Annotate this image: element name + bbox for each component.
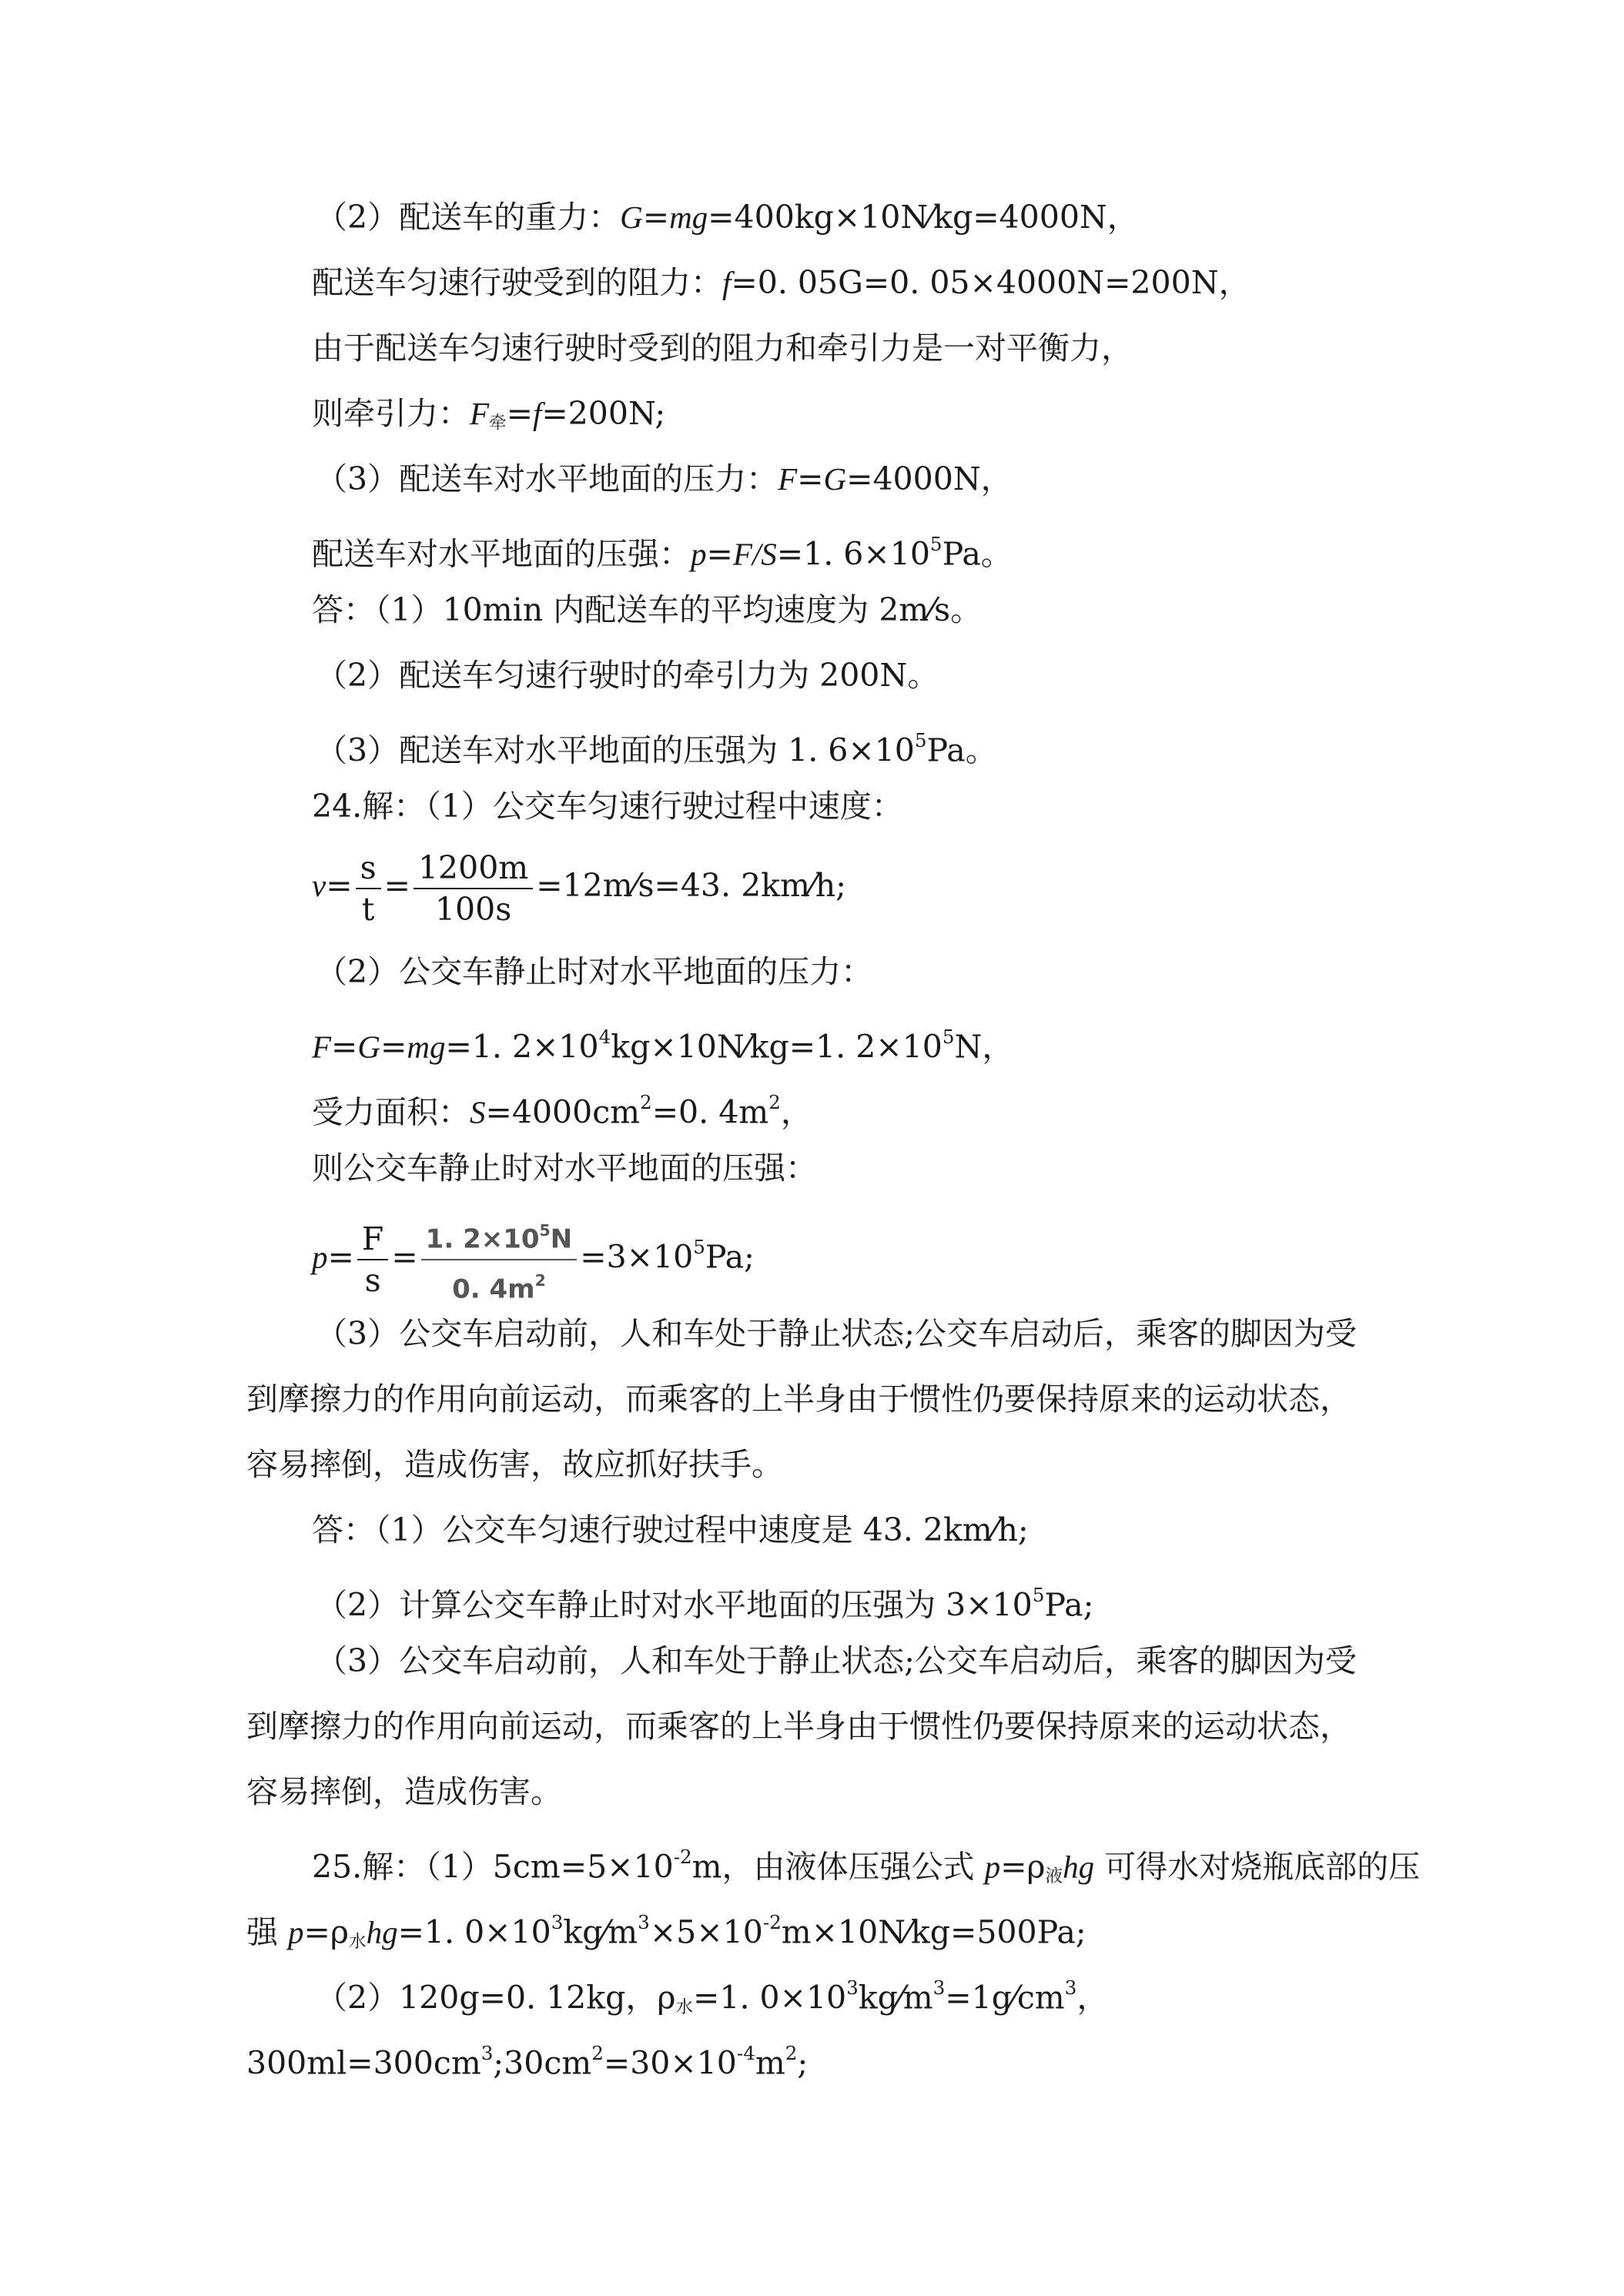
superscript: 5 xyxy=(929,533,943,555)
text: 则牵引力： xyxy=(312,395,470,432)
var-S: S xyxy=(470,1094,486,1130)
denominator xyxy=(421,1260,578,1309)
text: =4000cm xyxy=(485,1093,641,1131)
superscript: 3 xyxy=(1064,1976,1077,1999)
denominator: s xyxy=(364,1261,381,1299)
denominator: t xyxy=(361,890,375,928)
superscript: 2 xyxy=(591,2042,604,2064)
superscript: 5 xyxy=(1032,1584,1045,1606)
superscript: 2 xyxy=(785,2042,798,2064)
superscript: 2 xyxy=(640,1091,652,1113)
var-F: F xyxy=(312,1029,332,1065)
var-p: p xyxy=(312,1239,328,1275)
text: ;30cm xyxy=(493,2044,592,2082)
text: Pa; xyxy=(705,1238,755,1276)
text: =200N; xyxy=(541,395,666,432)
var-f: f xyxy=(532,396,542,431)
text: （2）计算公交车静止时对水平地面的压强为 3×10 xyxy=(316,1586,1033,1624)
text: = xyxy=(797,460,824,497)
text: （3）配送车对水平地面的压力： xyxy=(316,460,779,497)
text: =30×10 xyxy=(603,2044,737,2082)
text: kg×10N⁄kg=1. 2×10 xyxy=(611,1028,943,1066)
text-line-3: 由于配送车匀速行驶时受到的阻力和牵引力是一对平衡力， xyxy=(312,330,1133,366)
text: = xyxy=(380,1028,407,1066)
text: =ρ xyxy=(303,1913,350,1951)
text: 1. 2×10 xyxy=(425,1223,540,1254)
text: =1g⁄cm xyxy=(945,1979,1065,2017)
text: 25.解：（1）5cm=5×10 xyxy=(312,1848,674,1886)
text-line-9 xyxy=(316,720,997,771)
numerator xyxy=(421,1210,578,1260)
text: =1. 0×10 xyxy=(397,1913,551,1951)
text: 受力面积： xyxy=(312,1093,470,1131)
text-line-14 xyxy=(312,1082,812,1133)
denominator: 100s xyxy=(434,890,512,928)
text: ， xyxy=(1077,1979,1109,2017)
formula-velocity xyxy=(312,839,846,932)
text: 300ml=300cm xyxy=(246,2044,481,2082)
var-f: f xyxy=(722,265,732,300)
text-line-1 xyxy=(316,196,1139,238)
text: = xyxy=(383,867,410,904)
text-line-17: （3）公交车启动前，人和车处于静止状态;公交车启动后，乘客的脚因为受 xyxy=(316,1315,1357,1352)
text-line-21 xyxy=(316,1575,1093,1625)
numerator: F xyxy=(357,1219,388,1260)
var-hg: hg xyxy=(1063,1849,1095,1885)
var-F: F xyxy=(778,461,798,497)
text: = xyxy=(326,867,353,904)
formula-pressure xyxy=(312,1201,755,1309)
subscript: 水 xyxy=(349,1932,367,1953)
text: ; xyxy=(797,2044,809,2082)
text: kg⁄m xyxy=(563,1913,638,1951)
text-line-19: 容易摔倒，造成伤害，故应抓好扶手。 xyxy=(246,1446,783,1483)
text: = xyxy=(706,535,733,573)
text: =400kg×10N⁄kg=4000N， xyxy=(708,199,1139,236)
text: （3）配送车对水平地面的压强为 1. 6×10 xyxy=(316,731,915,769)
var-v: v xyxy=(312,868,326,903)
text: =4000N， xyxy=(846,460,1013,497)
text: =3×10 xyxy=(580,1238,694,1276)
text-line-23: 到摩擦力的作用向前运动，而乘客的上半身由于惯性仍要保持原来的运动状态， xyxy=(246,1708,1351,1745)
text: ， xyxy=(780,1093,812,1131)
text: = xyxy=(642,199,670,236)
fraction-force-over-area xyxy=(421,1210,578,1310)
text: m×10N⁄kg=500Pa; xyxy=(781,1913,1087,1951)
text: =ρ xyxy=(1000,1848,1046,1886)
superscript: 3 xyxy=(846,1976,859,1999)
superscript: -2 xyxy=(762,1911,782,1933)
subscript: 水 xyxy=(675,1997,694,2018)
numerator: 1200m xyxy=(414,848,533,889)
var-hg: hg xyxy=(366,1914,398,1950)
text: 配送车匀速行驶受到的阻力： xyxy=(312,264,722,301)
superscript: 3 xyxy=(481,2042,494,2064)
superscript: 5 xyxy=(539,1220,551,1240)
text: （2）120g=0. 12kg，ρ xyxy=(316,1979,676,2017)
var-G: G xyxy=(823,461,847,497)
text: = xyxy=(331,1028,358,1066)
text: m，由液体压强公式 xyxy=(691,1848,985,1886)
superscript: 5 xyxy=(693,1236,705,1258)
text: N xyxy=(550,1223,573,1254)
var-F-over-S: F/S xyxy=(732,536,777,572)
text-line-24: 容易摔倒，造成伤害。 xyxy=(246,1773,562,1810)
fraction-F-over-s xyxy=(357,1219,388,1300)
text-line-12: （2）公交车静止时对水平地面的压力： xyxy=(316,953,873,990)
text-line-6 xyxy=(312,524,1013,574)
text-line-25 xyxy=(312,1836,1420,1897)
text-line-26 xyxy=(246,1902,1087,1963)
superscript: -4 xyxy=(736,2042,755,2064)
text: = xyxy=(391,1238,418,1276)
var-mg: mg xyxy=(669,199,708,235)
text: = xyxy=(506,395,533,432)
var-F: F xyxy=(470,396,490,431)
text: =1. 0×10 xyxy=(693,1979,847,2017)
var-G: G xyxy=(357,1029,381,1065)
text: 强 xyxy=(246,1913,289,1951)
text: kg⁄m xyxy=(858,1979,933,2017)
superscript: 5 xyxy=(942,1026,955,1048)
var-p: p xyxy=(288,1914,304,1950)
text: =1. 2×10 xyxy=(445,1028,599,1066)
text: =0. 4m xyxy=(651,1093,769,1131)
subscript: 液 xyxy=(1045,1866,1063,1887)
superscript: 3 xyxy=(638,1911,650,1933)
superscript: 3 xyxy=(551,1911,564,1933)
text: =1. 6×10 xyxy=(776,535,930,573)
text-line-20: 答：（1）公交车匀速行驶过程中速度是 43. 2km⁄h; xyxy=(312,1511,1029,1548)
text-line-13 xyxy=(312,1016,1013,1067)
text: Pa。 xyxy=(942,535,1013,573)
superscript: 4 xyxy=(598,1026,611,1048)
superscript: 3 xyxy=(933,1976,946,1999)
subscript: 牵 xyxy=(489,413,507,433)
text-line-8: （2）配送车匀速行驶时的牵引力为 200N。 xyxy=(316,657,939,694)
superscript: -2 xyxy=(673,1846,692,1868)
text-line-27 xyxy=(316,1967,1108,2028)
var-p: p xyxy=(984,1849,1001,1885)
text: （2）配送车的重力： xyxy=(316,199,621,236)
text: 配送车对水平地面的压强： xyxy=(312,535,691,573)
text: m xyxy=(755,2044,785,2082)
text-line-22: （3）公交车启动前，人和车处于静止状态;公交车启动后，乘客的脚因为受 xyxy=(316,1642,1357,1679)
text-line-18: 到摩擦力的作用向前运动，而乘客的上半身由于惯性仍要保持原来的运动状态， xyxy=(246,1381,1351,1417)
text: Pa。 xyxy=(926,731,997,769)
text: =12m⁄s=43. 2km⁄h; xyxy=(536,867,846,904)
superscript: 5 xyxy=(914,729,927,751)
text-line-28 xyxy=(246,2033,808,2083)
text: ×5×10 xyxy=(649,1913,763,1951)
text-line-15: 则公交车静止时对水平地面的压强： xyxy=(312,1150,817,1186)
text: 可得水对烧瓶底部的压 xyxy=(1094,1848,1421,1886)
numerator: s xyxy=(356,848,381,889)
text-line-2 xyxy=(312,262,1251,303)
fraction-s-over-t xyxy=(356,848,381,929)
text: = xyxy=(327,1238,354,1276)
var-p: p xyxy=(691,536,707,572)
text: =0. 05G=0. 05×4000N=200N， xyxy=(731,264,1251,301)
superscript: 2 xyxy=(768,1091,781,1113)
fraction-1200m-over-100s xyxy=(414,848,533,929)
var-mg: mg xyxy=(407,1029,446,1065)
superscript: 2 xyxy=(534,1270,546,1290)
text: N， xyxy=(954,1028,1014,1066)
text: 0. 4m xyxy=(452,1274,535,1305)
text-line-7: 答：（1）10min 内配送车的平均速度为 2m⁄s。 xyxy=(312,591,983,628)
text-line-10: 24.解：（1）公交车匀速行驶过程中速度： xyxy=(312,788,903,825)
text: Pa; xyxy=(1044,1586,1094,1624)
var-G: G xyxy=(620,199,643,235)
text-line-4 xyxy=(312,393,665,444)
text-line-5 xyxy=(316,458,1013,500)
